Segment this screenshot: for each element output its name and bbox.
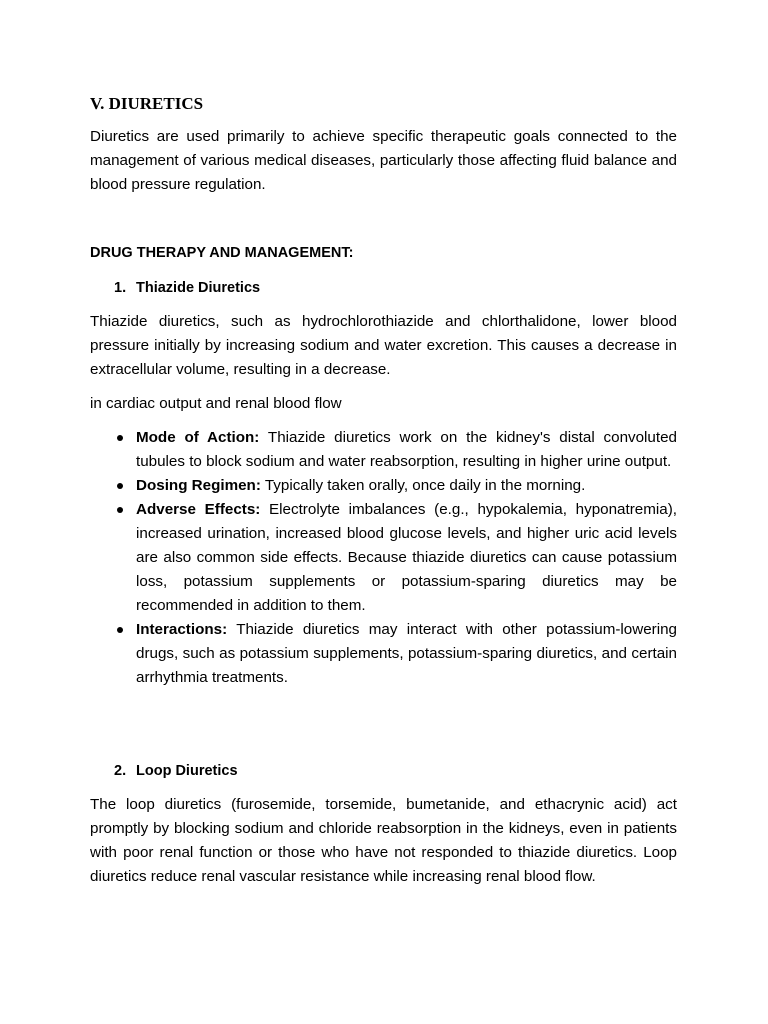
bullet-icon	[117, 435, 123, 441]
list-item	[90, 618, 677, 690]
bullet-label: Mode of Action:	[136, 429, 260, 446]
bullet-icon	[117, 483, 123, 489]
thiazide-number: 1.	[114, 280, 127, 296]
bullet-text: Thiazide diuretics work on the kidney's distal convoluted tubules to block sodium and water reabsorption, resulting in higher urine output.	[136, 429, 677, 470]
bullet-icon	[117, 627, 123, 633]
loop-number: 2.	[114, 763, 127, 779]
bullet-text: Electrolyte imbalances (e.g., hypokalemia, hyponatremia), increased urination, increased blood glucose levels, and higher uric acid levels are also common side effects. Because thiazide diuretics can cause potassium loss, potassium supplements or potassium-sparing diuretics may be recommended in addition to them.	[136, 501, 677, 614]
loop-title: Loop Diuretics	[136, 763, 238, 779]
section-heading: DRUG THERAPY AND MANAGEMENT:	[90, 245, 354, 261]
bullet-icon	[117, 507, 123, 513]
bullet-text: Typically taken orally, once daily in the morning.	[264, 477, 586, 494]
bullet-label: Interactions:	[136, 621, 228, 638]
loop-paragraph: The loop diuretics (furosemide, torsemide, bumetanide, and ethacrynic acid) act promptly by blocking sodium and chloride reabsorption in the kidneys, even in patients with poor renal function or those who have not responded to thiazide diuretics. Loop diuretics reduce renal vascular resistance while increasing renal blood flow.	[90, 796, 677, 885]
list-item	[90, 474, 677, 498]
intro-paragraph: Diuretics are used primarily to achieve specific therapeutic goals connected to the management of various medical diseases, particularly those affecting fluid balance and blood pressure regulation.	[90, 128, 677, 193]
thiazide-title: Thiazide Diuretics	[136, 280, 261, 296]
page-title: V. DIURETICS	[90, 94, 204, 113]
bullet-label: Dosing Regimen:	[136, 477, 261, 494]
thiazide-paragraph: Thiazide diuretics, such as hydrochlorothiazide and chlorthalidone, lower blood pressure initially by increasing sodium and water excretion. This causes a decrease in extracellular volume, resulting in a decrease.	[90, 313, 677, 378]
list-item	[90, 498, 677, 618]
bullet-text: Thiazide diuretics may interact with other potassium-lowering drugs, such as potassium supplements, potassium-sparing diuretics, and certain arrhythmia treatments.	[136, 621, 677, 686]
thiazide-paragraph-continued: in cardiac output and renal blood flow	[90, 395, 342, 412]
thiazide-bullet-list	[90, 426, 677, 690]
bullet-label: Adverse Effects:	[136, 501, 261, 518]
list-item	[90, 426, 677, 474]
